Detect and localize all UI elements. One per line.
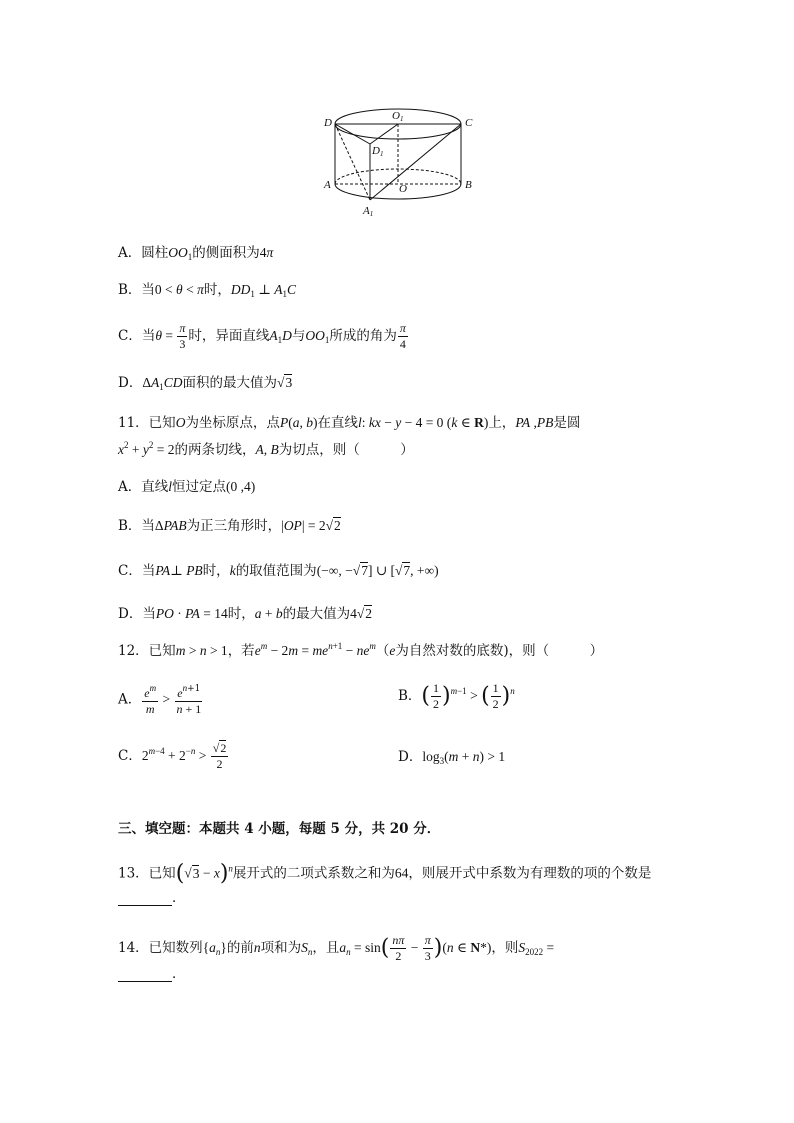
q10-option-d: D．$\Delta A_1CD$面积的最大值为√3 — [118, 375, 293, 392]
q10-option-a: A．圆柱$OO_1$的侧面积为4π — [118, 245, 274, 262]
q14-line1: 14．已知数列$\{a_n\}$的前n项和为$S_n$，且$a_n = \sin$( $\frac{n\pi}{2}$ − $\frac{\pi}{3}$ )(n ∈ N*)，则$S_{2022}$ = — [118, 933, 555, 964]
label-A: A — [324, 179, 331, 191]
q13-line1: 13．已知$(√3 - x)^n$展开式的二项式系数之和为64，则展开式中系数为有理数的项的个数是 — [118, 861, 652, 886]
q12-option-a: A． $\frac{e^m}{m}$ > $\frac{e^{n+1}}{n + 1}$ — [118, 683, 202, 717]
q14-line2: ． — [118, 968, 186, 982]
q10-option-b: B．当0 < θ < π时，$DD_1$ ⊥ $A_1C$ — [118, 282, 297, 299]
q12-option-c: C．$2^{m-4} + 2^{-n}$ > $\frac{√2}{2}$ — [118, 741, 227, 772]
label-B: B — [465, 179, 472, 191]
q11-stem-line1: 11．已知O为坐标原点，点P(a, b)在直线l: kx − y − 4 = 0 (k ∈ R)上，PA ,PB是圆 — [118, 415, 581, 431]
svg-text:O1: O1 — [392, 110, 404, 123]
section-3-title: 三、填空题：本题共 4 小题，每题 5 分，共 20 分． — [118, 821, 441, 837]
q12-stem: 12．已知m > n > 1，若$e^m - 2m = me^{n+1} - ne^m(e$为自然对数的底数)，则（ ） — [118, 641, 604, 659]
q10-option-c: C．当θ = $\frac{\pi}{3}$ 时，异面直线$A_1D$与$OO_1$所成的角为 $\frac{\pi}{4}$ — [118, 321, 406, 352]
q12-option-d: D．$\log_3(m + n) > 1$ — [398, 749, 506, 766]
q14-answer-blank[interactable] — [118, 969, 172, 982]
q11-option-a: A．直线l恒过定点(0 ,4) — [118, 479, 256, 495]
svg-text:D1: D1 — [372, 145, 384, 158]
svg-text:A1: A1 — [363, 205, 374, 218]
cylinder-diagram — [318, 104, 483, 224]
q11-option-c: C．当PA⊥ PB时，k的取值范围为(−∞, −√7] ∪ [√7, +∞) — [118, 563, 439, 579]
q11-stem-line2: $x^2 + y^2 = 2$的两条切线，A, B为切点，则（ ） — [118, 440, 414, 458]
q13-answer-blank[interactable] — [118, 893, 172, 906]
q12-option-b: B．( $\frac{1}{2}$ )$^{m-1}$ > ( $\frac{1}{2}$ )$^n$ — [398, 681, 515, 712]
label-O: O — [399, 183, 407, 195]
q11-option-b: B．当ΔPAB为正三角形时，|OP| = 2√2 — [118, 518, 341, 534]
label-C: C — [465, 117, 473, 129]
cylinder-figure — [318, 104, 483, 224]
q11-option-d: D．当PO · PA = 14时，a + b的最大值为4√2 — [118, 606, 373, 622]
label-D: D — [324, 117, 332, 129]
q13-line2: ． — [118, 892, 186, 906]
